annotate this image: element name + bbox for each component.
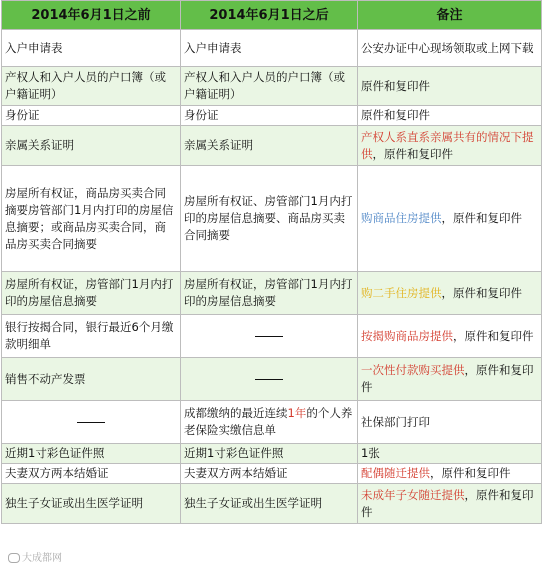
table-row — [2, 166, 542, 272]
cell-after-empty — [181, 358, 358, 401]
cell-note — [358, 272, 542, 315]
cell-note: 原件和复印件 — [358, 67, 542, 106]
table-row — [2, 358, 542, 401]
cell-before-empty — [2, 401, 181, 444]
note-condition: 未成年子女随迁提供 — [361, 487, 465, 502]
watermark-logo-icon — [8, 553, 20, 563]
after-highlight: 1年 — [287, 406, 307, 420]
note-text: ，原件和复印件 — [453, 328, 534, 343]
cell-after: 亲属关系证明 — [181, 126, 358, 166]
cell-after: 产权人和入户人员的户口簿（或户籍证明） — [181, 67, 358, 106]
cell-after: 房屋所有权证，房管部门1月内打印的房屋信息摘要 — [181, 272, 358, 315]
cell-before: 销售不动产发票 — [2, 358, 181, 401]
cell-before: 入户申请表 — [2, 30, 181, 67]
table-row — [2, 106, 542, 126]
cell-before: 产权人和入户人员的户口簿（或户籍证明） — [2, 67, 181, 106]
cell-before: 独生子女证或出生医学证明 — [2, 484, 181, 524]
cell-after-empty — [181, 315, 358, 358]
table-row — [2, 126, 542, 166]
cell-after: 入户申请表 — [181, 30, 358, 67]
note-condition: 配偶随迁提供 — [361, 466, 430, 480]
cell-before: 银行按揭合同，银行最近6个月缴款明细单 — [2, 315, 181, 358]
cell-note: 1张 — [358, 444, 542, 464]
note-condition: 购二手住房提供 — [361, 285, 442, 300]
cell-note — [358, 484, 542, 524]
after-text-pre: 成都缴纳的最近连续 — [184, 406, 288, 420]
note-text: ，原件和复印件 — [430, 466, 511, 480]
cell-note — [358, 315, 542, 358]
cell-note — [358, 126, 542, 166]
cell-note — [358, 464, 542, 484]
cell-before: 近期1寸彩色证件照 — [2, 444, 181, 464]
dash-line — [255, 336, 283, 337]
cell-note — [358, 358, 542, 401]
note-text: ，原件和复印件 — [361, 487, 534, 519]
cell-after: 独生子女证或出生医学证明 — [181, 484, 358, 524]
table-row — [2, 484, 542, 524]
note-text: ，原件和复印件 — [441, 285, 522, 300]
table-row — [2, 444, 542, 464]
cell-after: 近期1寸彩色证件照 — [181, 444, 358, 464]
dash-line — [77, 422, 105, 423]
header-after-date: 2014年6月1日之后 — [181, 1, 358, 30]
cell-before: 房屋所有权证，商品房买卖合同摘要房管部门1月内打印的房屋信息摘要；或商品房买卖合同，商品房买卖合同摘要 — [2, 166, 181, 272]
note-text: ，原件和复印件 — [441, 211, 522, 225]
watermark — [8, 549, 62, 564]
cell-after: 身份证 — [181, 106, 358, 126]
cell-note — [358, 166, 542, 272]
cell-note: 公安办证中心现场领取或上网下载 — [358, 30, 542, 67]
table-row — [2, 30, 542, 67]
cell-before: 房屋所有权证，房管部门1月内打印的房屋信息摘要 — [2, 272, 181, 315]
cell-before: 身份证 — [2, 106, 181, 126]
table-header-row — [2, 1, 542, 30]
watermark-text: 大成都网 — [22, 553, 62, 564]
note-text: ，原件和复印件 — [372, 146, 453, 161]
header-remarks: 备注 — [358, 1, 542, 30]
cell-after: 房屋所有权证、房管部门1月内打印的房屋信息摘要、商品房买卖合同摘要 — [181, 166, 358, 272]
table-row — [2, 401, 542, 444]
dash-line — [255, 379, 283, 380]
cell-after — [181, 401, 358, 444]
table-row — [2, 67, 542, 106]
table-row — [2, 272, 542, 315]
cell-before: 夫妻双方两本结婚证 — [2, 464, 181, 484]
note-condition: 按揭购商品房提供 — [361, 328, 453, 343]
table-row — [2, 315, 542, 358]
cell-before: 亲属关系证明 — [2, 126, 181, 166]
cell-note: 原件和复印件 — [358, 106, 542, 126]
table-row — [2, 464, 542, 484]
note-text: ，原件和复印件 — [361, 363, 534, 394]
cell-note: 社保部门打印 — [358, 401, 542, 444]
note-condition: 一次性付款购买提供 — [361, 363, 465, 377]
note-condition: 产权人系直系亲属共有的情况下提供 — [361, 129, 534, 161]
household-registration-documents-table — [1, 0, 542, 524]
after-text-post: 的个人养老保险实缴信息单 — [184, 406, 353, 437]
cell-after: 夫妻双方两本结婚证 — [181, 464, 358, 484]
note-condition: 购商品住房提供 — [361, 211, 442, 225]
header-before-date: 2014年6月1日之前 — [2, 1, 181, 30]
